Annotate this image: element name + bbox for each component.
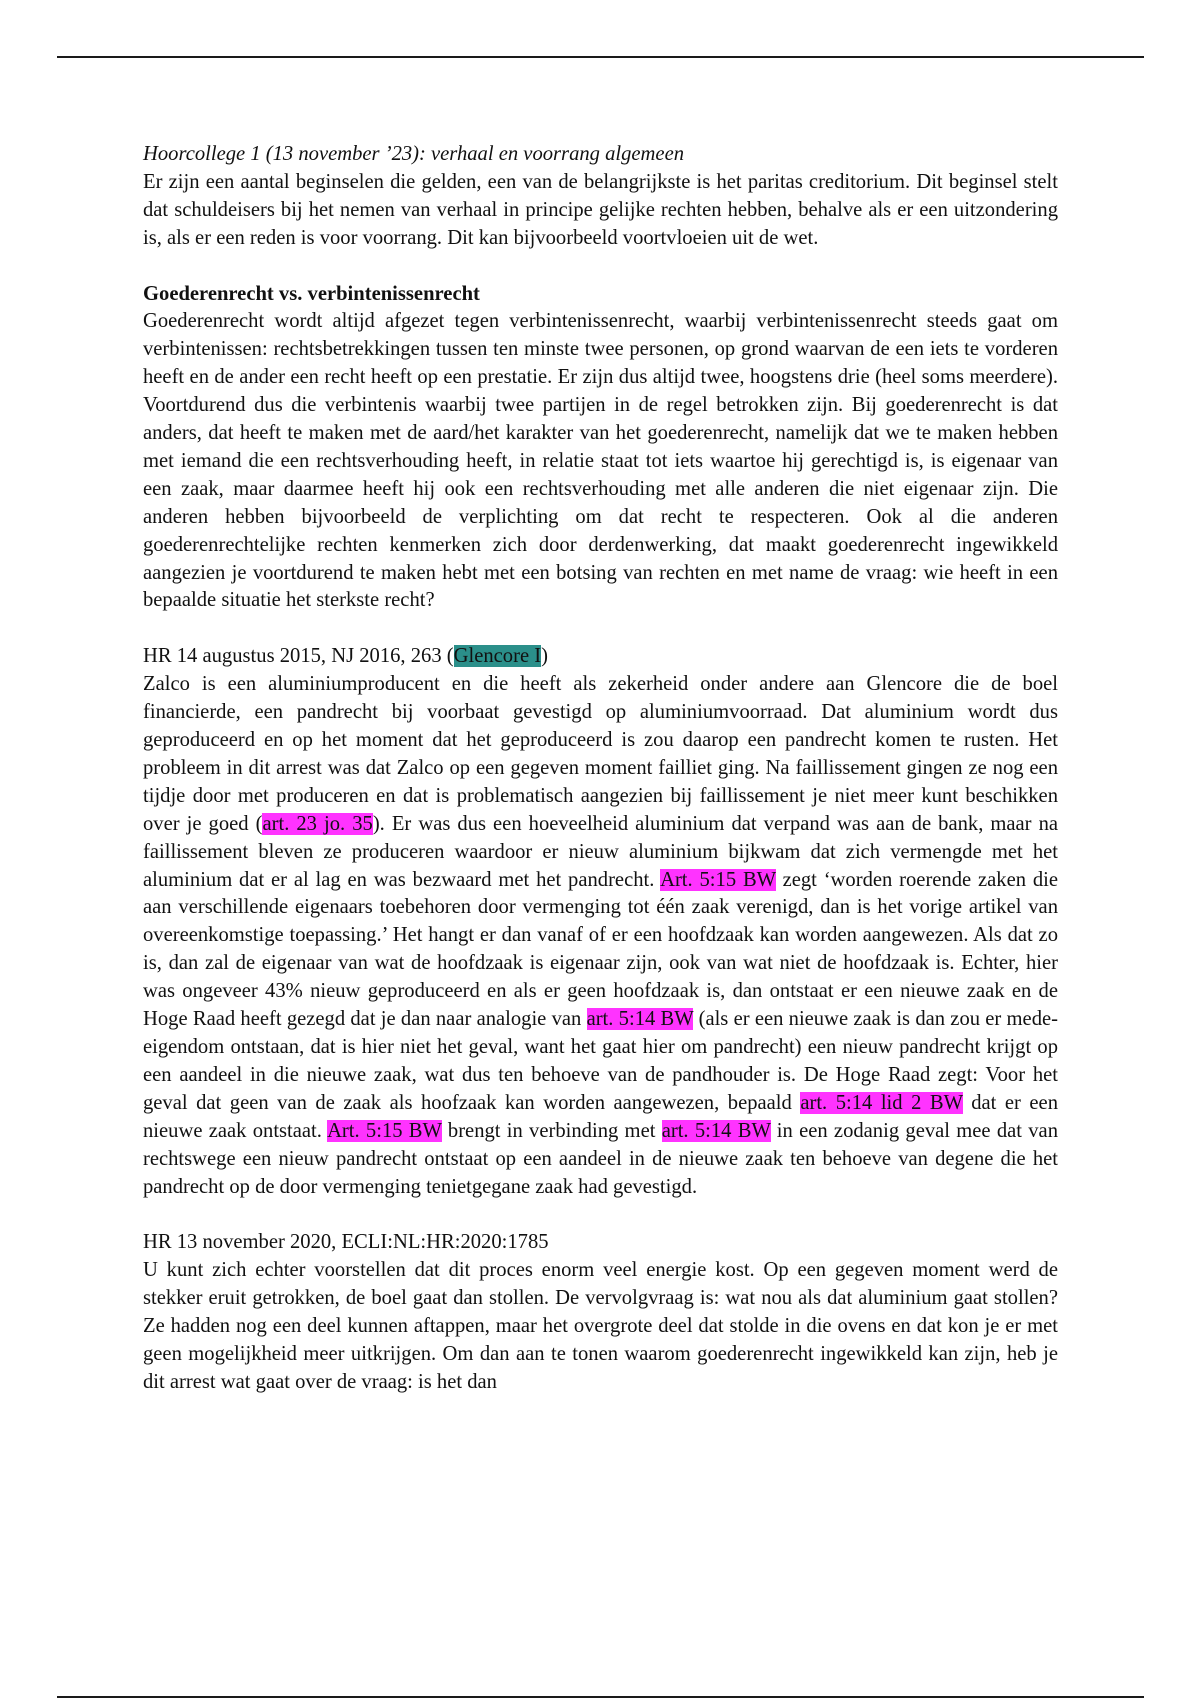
text-segment: ). Er was dus een hoeveelheid aluminium dat verpand was aan de bank, maar na faillissement bleven ze produceren waardoor er nieuw aluminium bijkwam dat zich vermengde met het aluminium dat er al lag en was bezwaard met het pandrecht. — [143, 812, 1059, 891]
article-highlight: art. 5:14 BW — [661, 1119, 771, 1142]
intro-paragraph: Er zijn een aantal beginselen die gelden, een van de belangrijkste is het paritas creditorium. Dit beginsel stelt dat schuldeisers bij het nemen van verhaal in principe gelijke rechten hebben, behalve als er een uitzondering is, als er een reden is voor voorrang. Dit kan bijvoorbeeld voortvloeien uit de wet. — [143, 170, 1058, 249]
section-heading-goederenrecht: Goederenrecht vs. verbintenissenrecht — [143, 282, 480, 305]
case-name-highlight: Glencore I — [453, 645, 542, 668]
case-heading-2020: HR 13 november 2020, ECLI:NL:HR:2020:1785 — [143, 1231, 549, 1254]
article-highlight: art. 5:14 BW — [586, 1008, 694, 1031]
header-rule — [57, 56, 1144, 58]
article-highlight: Art. 5:15 BW — [660, 868, 776, 891]
document-title: Hoorcollege 1 (13 november ’23): verhaal en voorrang algemeen — [143, 143, 685, 165]
case-citation: HR 14 augustus 2015, NJ 2016, 263 ( — [143, 645, 454, 668]
text-segment: zegt ‘worden roerende zaken die aan verschillende eigenaars toebehoren door vermenging tot één zaak verenigd, dan is het vorige artikel van overeenkomstige toepassing.’ Het hangt er dan vanaf of er een hoofdzaak kan worden aangewezen. Als dat zo is, dan zal de eigenaar van wat de hoofdzaak is eigenaar zijn, ook van wat niet de hoofdzaak is. Echter, hier was ongeveer 43% nieuw geproduceerd en als er geen hoofdzaak is, dan ontstaat er een nieuwe zaak en de Hoge Raad heeft gezegd dat je dan naar analogie van — [143, 868, 1058, 1031]
paragraph-goederenrecht: Goederenrecht wordt altijd afgezet tegen verbintenissenrecht, waarbij verbintenissenrecht steeds gaat om verbintenissen: rechtsbetrekkingen tussen ten minste twee personen, op grond waarvan de een iets te vorderen heeft en de ander een recht heeft op een prestatie. Er zijn dus altijd twee, hoogstens drie (heel soms meerdere). Voortdurend dus die verbintenis waarbij twee partijen in de regel betrokken zijn. Bij goederenrecht is dat anders, dat heeft te maken met de aard/het karakter van het goederenrecht, namelijk dat we te maken hebben met iemand die een rechtsverhouding heeft, in relatie staat tot iets waartoe hij gerechtigd is, is eigenaar van een zaak, maar daarmee heeft hij ook een rechtsverhouding met alle anderen die niet eigenaar zijn. Die anderen hebben bijvoorbeeld de verplichting om dat recht te respecteren. Ook al die anderen goederenrechtelijke rechten kenmerken zich door derdenwerking, dat maakt goederenrecht ingewikkeld aangezien je voortdurend te maken hebt met een botsing van rechten en met name de vraag: wie heeft in een bepaalde situatie het sterkste recht? — [143, 310, 1058, 612]
case-citation-close: ) — [541, 645, 548, 668]
case-heading-glencore — [143, 643, 1058, 671]
text-segment: brengt in verbinding met — [441, 1119, 662, 1142]
paragraph-2020: U kunt zich echter voorstellen dat dit proces enorm veel energie kost. Op een gegeven moment werd de stekker eruit getrokken, de boel gaat dan stollen. De vervolgvraag is: wat nou als dat aluminium gaat stollen? Ze hadden nog een deel kunnen aftappen, maar het overgrote deel dat stolde in die ovens en dat kon je er met geen mogelijkheid meer uitkrijgen. Om dan aan te tonen waarom goederenrecht ingewikkeld kan zijn, heb je dit arrest wat gaat over de vraag: is het dan — [143, 1259, 1058, 1393]
article-highlight: Art. 5:15 BW — [327, 1119, 442, 1142]
text-segment: dat er een nieuwe zaak ontstaat. — [143, 1091, 1058, 1142]
article-highlight: art. 23 jo. 35 — [262, 812, 373, 835]
paragraph-glencore — [143, 671, 1058, 1201]
text-segment: in een zodanig geval mee dat van rechtswege een nieuw pandrecht ontstaat op een aandeel in de nieuwe zaak ten behoeve van degene die het pandrecht op de door vermenging tenietgegane zaak had gevestigd. — [143, 1119, 1058, 1198]
document-body — [143, 141, 1058, 1397]
article-highlight: art. 5:14 lid 2 BW — [800, 1091, 963, 1114]
text-segment: (als er een nieuwe zaak is dan zou er mede-eigendom ontstaan, dat is hier niet het geval, want het gaat hier om pandrecht) een nieuw pandrecht krijgt op een aandeel in die nieuwe zaak, wat dus ten behoeve van de pandhouder is. De Hoge Raad zegt: Voor het geval dat geen van de zaak als hoofzaak kan worden aangewezen, bepaald — [143, 1008, 1058, 1114]
text-segment: Zalco is een aluminiumproducent en die heeft als zekerheid onder andere aan Glencore die de boel financierde, een pandrecht bij voorbaat gevestigd op aluminiumvoorraad. Dat aluminium wordt dus geproduceerd en op het moment dat het geproduceerd is zou daarop een pandrecht komen te rusten. Het probleem in dit arrest was dat Zalco op een gegeven moment failliet ging. Na faillissement gingen ze nog een tijdje door met produceren en dat is problematisch aangezien bij faillissement je niet meer kunt beschikken over je goed ( — [143, 673, 1058, 835]
footer-rule — [57, 1696, 1144, 1698]
